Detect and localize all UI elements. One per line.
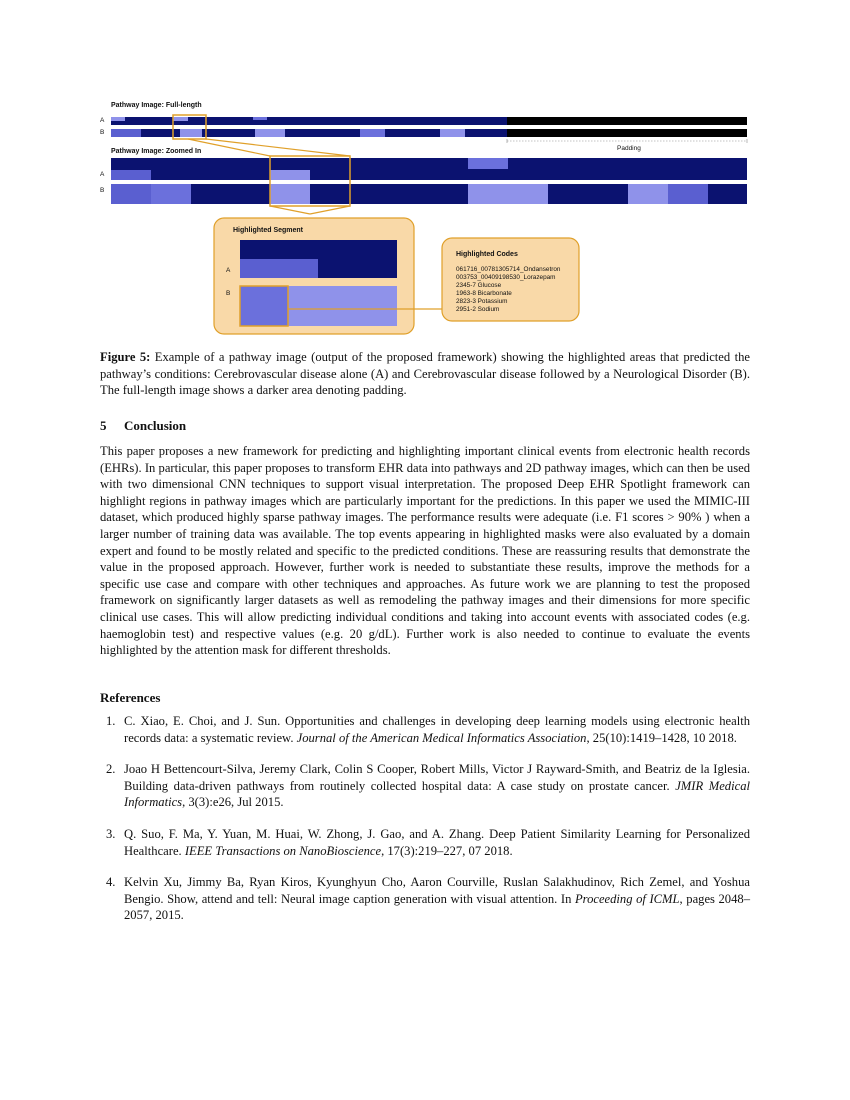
reference-item: 3. Q. Suo, F. Ma, Y. Yuan, M. Huai, W. Zhong, J. Gao, and A. Zhang. Deep Patient Similarity Learning for Personalized Healthcare. IEEE Transactions on NanoBioscience, 17(3):219–227, 07 2018. — [106, 826, 750, 858]
reference-item: 1. C. Xiao, E. Choi, and J. Sun. Opportunities and challenges in developing deep learning models using electronic health records data: a systematic review. Journal of the American Medical Informatics Association, 25(10):1419–1428, 10 2018. — [106, 714, 750, 745]
zoom-row-b-label: B — [100, 187, 105, 194]
segment-row-b — [240, 286, 397, 326]
full-row-b-label: B — [100, 129, 105, 136]
codes-title: Highlighted Codes — [456, 251, 518, 258]
code-item: 1963-8 Bicarbonate — [456, 290, 512, 297]
full-row-a-label: A — [100, 117, 105, 124]
code-item: 2823-3 Potassium — [456, 298, 508, 305]
padding-label: Padding — [617, 145, 641, 152]
reference-item: 2. Joao H Bettencourt-Silva, Jeremy Clark, Colin S Cooper, Robert Mills, Victor J Rayward-Smith, and Beatriz de la Iglesia. Building data-driven pathways from routinely collected hospital data: A case study on prostate cancer. JMIR Medical Informatics, 3(3):e26, Jul 2015. — [106, 762, 750, 810]
conclusion-paragraph: This paper proposes a new framework for predicting and highlighting important clinical events from electronic health records (EHRs). In particular, this paper proposes to transform EHR data into pathways and 2D pathway images, which can then be used with two dimensional CNN techniques to support visual interpretation. The proposed Deep EHR Spotlight framework can highlight regions in pathway images which are particularly important for the predictions. In this paper we used the MIMIC-III dataset, which produced highly sparse pathway images. The performance results were adequate (i.e. F1 scores > 90% ) when a larger number of training data was available. The top events appearing in highlighted masks were also evaluated by a domain expert and found to be mostly related and specific to the predicted conditions. These are reassuring results that demonstrate the value in the proposed approach. However, further work is needed to substantiate these results, improve the methods for a specific use case and compare with other techniques and approaches. As future work we are planning to test the proposed framework on significantly larger datasets as well as remodeling the pathway images and their dimensions for more specific clinical use cases. This will allow predicting individual conditions and taking into account events with associated codes (e.g. haemoglobin test) and respective values (e.g. 20 g/dL). Further work is also needed to continue to evaluate the events highlighted by the attention mask for different thresholds. — [100, 444, 750, 658]
code-item: 061716_00781305714_Ondansetron — [456, 266, 561, 273]
segment-row-b-label: B — [226, 290, 231, 297]
references-heading: References — [100, 690, 161, 705]
pathway-figure — [0, 0, 850, 340]
segment-row-a-label: A — [226, 267, 231, 274]
caption-label: Figure 5: — [100, 350, 151, 364]
reference-item: 4. Kelvin Xu, Jimmy Ba, Ryan Kiros, Kyunghyun Cho, Aaron Courville, Ruslan Salakhudinov, Rich Zemel, and Yoshua Bengio. Show, attend and tell: Neural image caption generation with visual attention. In Proceeding of ICML, pages 2048–2057, 2015. — [106, 875, 750, 923]
section-heading — [100, 418, 186, 434]
full-length-title: Pathway Image: Full-length — [111, 102, 202, 109]
reference-list — [100, 713, 750, 939]
code-item: 2345-7 Glucose — [456, 282, 502, 289]
zoom-row-a-label: A — [100, 171, 105, 178]
code-item: 003753_00409198530_Lorazepam — [456, 274, 556, 281]
zoomed-strip-b — [111, 184, 747, 204]
segment-row-a — [240, 240, 397, 278]
caption-text: Example of a pathway image (output of the proposed framework) showing the highlighted areas that predicted the pathway’s conditions: Cerebrovascular disease alone (A) and Cerebrovascular disease followed by a Neurological Disorder (B). The full-length image shows a darker area denoting padding. — [100, 350, 750, 398]
code-item: 2951-2 Sodium — [456, 306, 500, 313]
zoom-title: Pathway Image: Zoomed In — [111, 148, 202, 155]
zoomed-strip-a — [111, 158, 747, 180]
segment-title: Highlighted Segment — [233, 227, 303, 234]
section-title: Conclusion — [124, 418, 187, 433]
section-number: 5 — [100, 418, 107, 433]
figure-caption — [100, 349, 750, 399]
